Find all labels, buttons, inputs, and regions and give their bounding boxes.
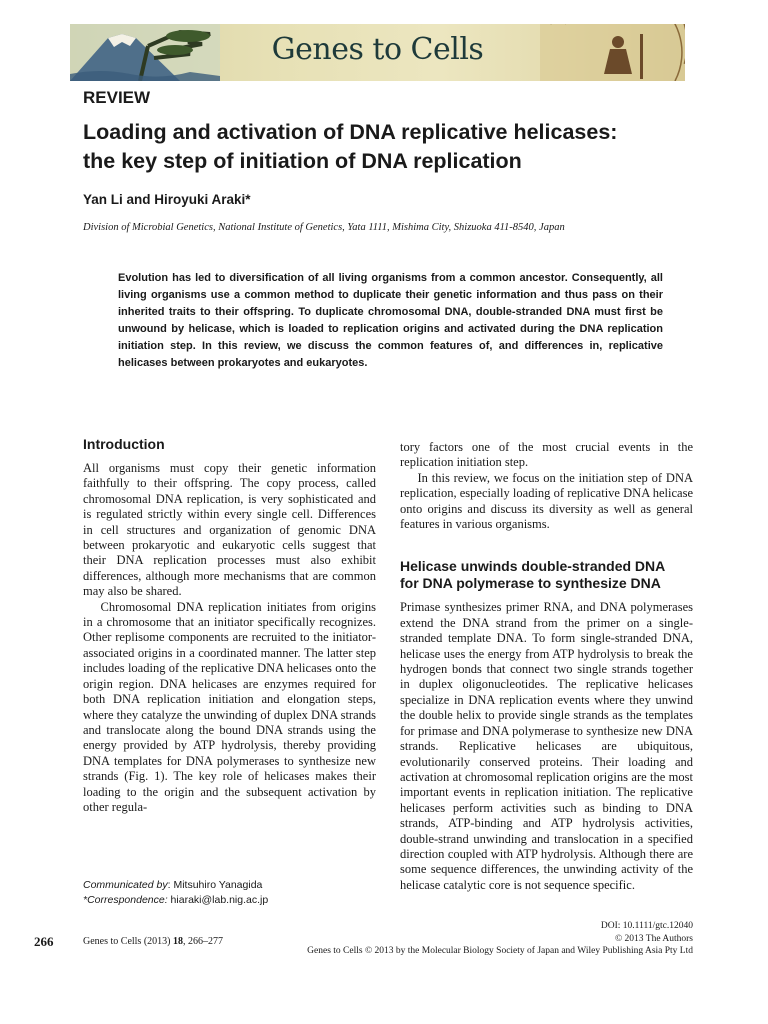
paragraph: In this review, we focus on the initiation step of DNA replication, especially loading of replicative DNA helicase onto origins and discuss its diversity as well as general features in various organisms. [400,470,693,532]
journal-citation: Genes to Cells (2013) 18, 266–277 [83,936,223,947]
correspondence-email[interactable]: hiaraki@lab.nig.ac.jp [167,894,269,906]
title-line-2: the key step of initiation of DNA replication [83,149,522,173]
abstract: Evolution has led to diversification of all living organisms from a common ancestor. Consequently, all living organisms use a common method to duplicate their genetic information and thus pass on their inherited traits to their offspring. To duplicate chromosomal DNA, double-stranded DNA must first be unwound by helicase, which is loaded to replication origins and activated during the DNA replication initiation step. In this review, we discuss the common features of, and differences in, replicative helicases between prokaryotes and eukaryotes. [118,272,663,369]
heading-line-1: Helicase unwinds double-stranded DNA [400,558,666,575]
article-title [83,118,703,176]
copyright-society: Genes to Cells © 2013 by the Molecular Biology Society of Japan and Wiley Publishing Asia Pty Ltd [307,946,693,957]
paragraph: Chromosomal DNA replication initiates from origins in a chromosome that an initiator specifically recognizes. Other replisome components are recruited to the initiator-associated origins in a coordinated manner. The latter step includes loading of the replicative DNA helicases onto the origin region. DNA helicases are enzymes required for both DNA replication initiation and elongation steps, where they catalyze the unwinding of duplex DNA strands and translocate along the bound DNA strands using the energy provided by ATP hydrolysis, thereby providing DNA templates for DNA polymerases to synthesize new strands (Fig. 1). The key role of helicases makes their loading to the origin and the subsequent activation by other regula- [83,599,376,814]
journal-banner [70,24,685,81]
paragraph: Primase synthesizes primer RNA, and DNA polymerases extend the DNA strand from the primer on a single-stranded template DNA. To form single-stranded DNA, helicase uses the energy from ATP hydrolysis to break the hydrogen bonds that connect two single strands together in duplex oligonucleotides. The replicative helicases specialize in DNA replication events where they unwind the double helix to provide single strands as the templates for primase and DNA polymerase to synthesize new DNA strands. Replicative helicases are ubiquitous, evolutionarily conserved proteins. Their loading and activation at chromosomal replication origins are the most important events in replication initiation. The replicative helicases perform activities such as binding to DNA strands, ATP-binding and ATP hydrolysis activities, double-strand unwinding and translocation in a specified direction coupled with ATP hydrolysis. Although there are some sequence differences, the unwinding activity of the helicase catalytic core is not sequence specific. [400,600,693,892]
communicated-by: Communicated by: Mitsuhiro Yanagida [83,879,263,891]
doi-block [307,920,693,958]
doi[interactable]: DOI: 10.1111/gtc.12040 [600,921,693,931]
heading-line-2: for DNA polymerase to synthesize DNA [400,575,661,592]
page-number: 266 [34,934,54,949]
copyright-authors: © 2013 The Authors [614,933,693,944]
article-type: REVIEW [83,88,151,107]
right-column [400,440,693,893]
author-list: Yan Li and Hiroyuki Araki* [83,192,251,207]
left-column [83,436,376,815]
section-heading-helicase [400,558,693,592]
footnote [83,878,376,908]
paragraph: tory factors one of the most crucial events in the replication initiation step. [400,440,693,470]
correspondence: *Correspondence: hiaraki@lab.nig.ac.jp [83,894,269,906]
title-line-1: Loading and activation of DNA replicative helicases: [83,120,618,144]
journal-name: Genes to Cells [271,32,484,67]
affiliation: Division of Microbial Genetics, National Institute of Genetics, Yata 1111, Mishima City, Shizuoka 411-8540, Japan [83,222,565,233]
section-heading-introduction: Introduction [83,436,165,452]
paragraph: All organisms must copy their genetic information faithfully to their offspring. The copy process, called chromosomal DNA replication, is very sophisticated and is regulated strictly within every single cell. Differences in cell structures and organization of genomic DNA between prokaryotic and eukaryotic cells suggest that their DNA replication processes must also exhibit differences, although more mechanisms that are common may also be shared. [83,461,376,599]
